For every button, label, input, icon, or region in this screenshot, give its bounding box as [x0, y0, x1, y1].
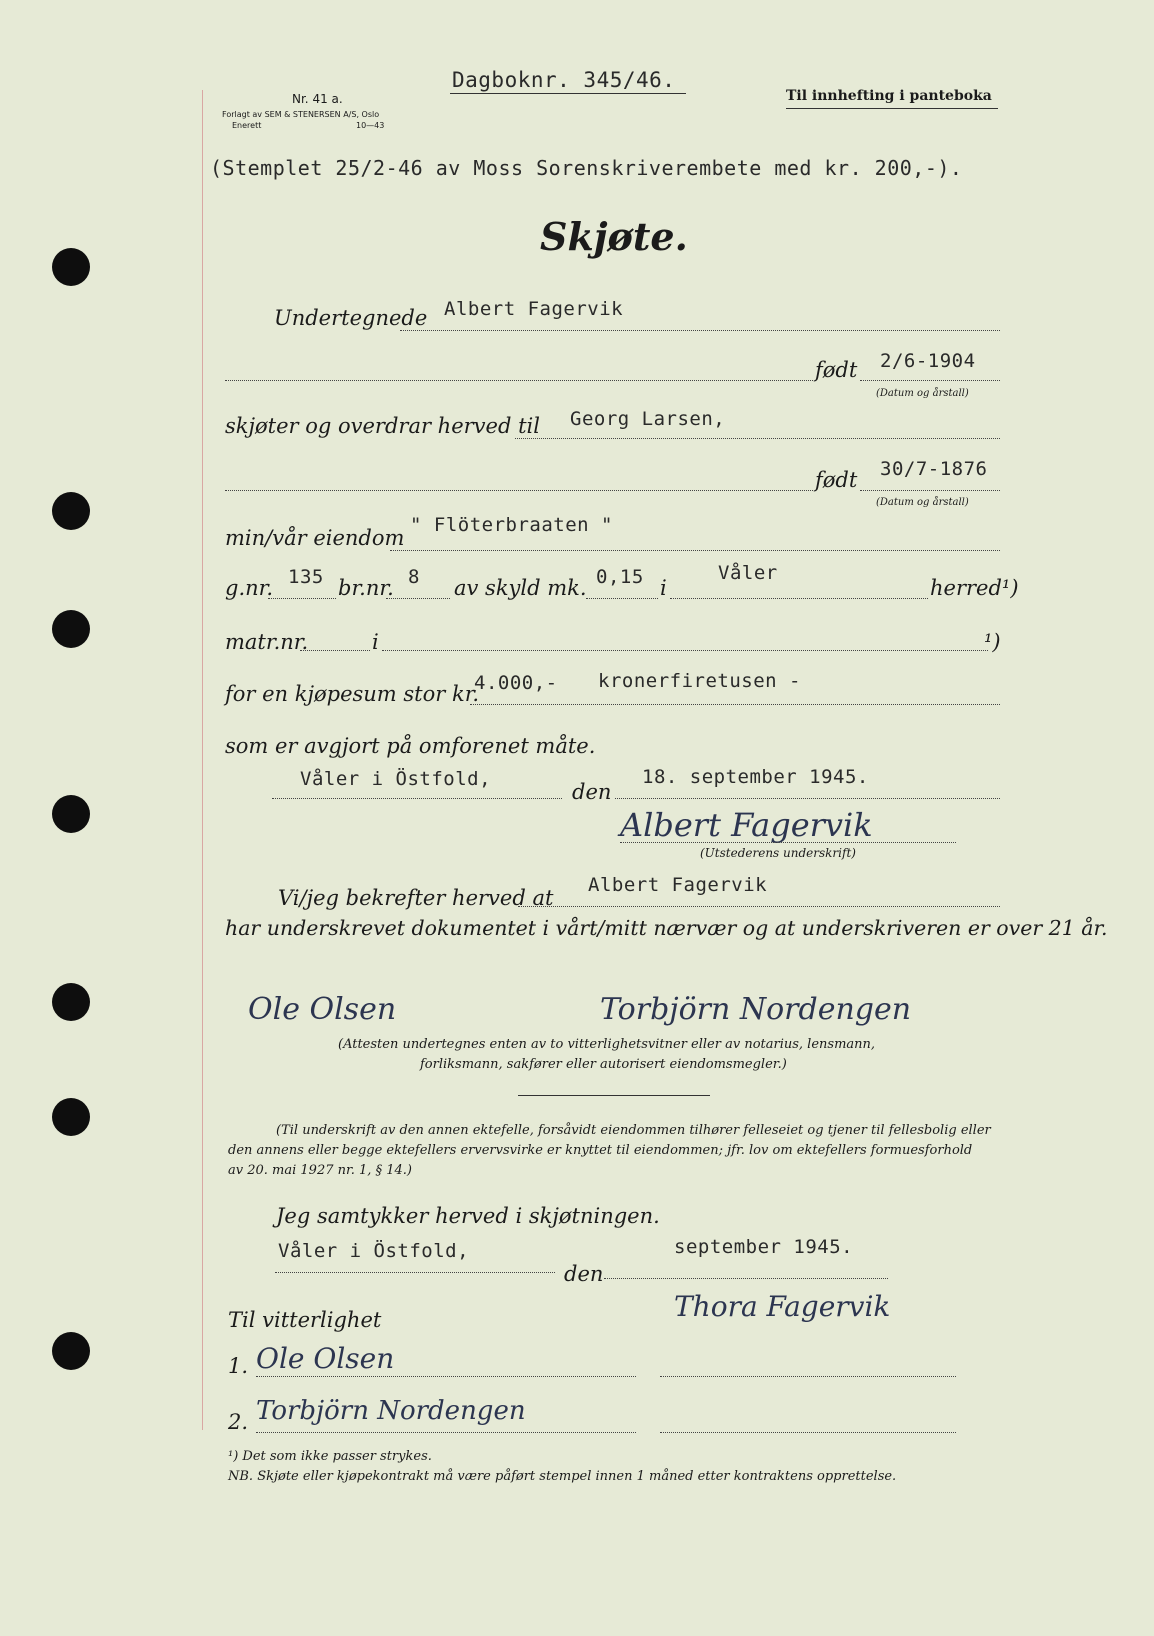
witness-signature-1: Ole Olsen: [248, 992, 397, 1027]
footnote-1: ¹) Det som ikke passer strykes.: [228, 1449, 432, 1464]
spouse-note-3: av 20. mai 1927 nr. 1, § 14.): [228, 1163, 412, 1178]
attest-note-1: (Attesten undertegnes enten av to vitterlighetsvitner eller av notarius, lensmann,: [338, 1037, 876, 1052]
seller-birthdate: 2/6-1904: [880, 350, 976, 372]
witness-signature-2: Torbjörn Nordengen: [600, 992, 912, 1027]
eiendom-label: min/vår eiendom: [225, 526, 405, 550]
punch-hole: [52, 1098, 90, 1136]
vitterlighet-label: Til vitterlighet: [228, 1308, 382, 1332]
matr-i: i: [372, 630, 379, 654]
buyer-name: Georg Larsen,: [570, 408, 726, 430]
omforenet-text: som er avgjort på omforenet måte.: [225, 734, 596, 758]
datum-label: (Datum og årstall): [876, 388, 969, 399]
herred-value: Våler: [718, 562, 778, 584]
seller-signature: Albert Fagervik: [620, 806, 873, 844]
matr-end: ¹): [984, 630, 1001, 654]
dagbok-number: Dagboknr. 345/46.: [452, 68, 676, 92]
buyer-birthdate: 30/7-1876: [880, 458, 988, 480]
publisher-enerett: Enerett: [232, 121, 262, 130]
date-1: 18. september 1945.: [642, 766, 869, 788]
purchase-amount: 4.000,-: [474, 672, 558, 694]
vitne-2-signature: Torbjörn Nordengen: [256, 1396, 526, 1426]
fodt-label: født: [815, 358, 858, 382]
binding-underline: [786, 108, 998, 109]
place-1: Våler i Östfold,: [300, 768, 492, 790]
date-2: september 1945.: [674, 1236, 854, 1258]
den-label: den: [572, 780, 612, 804]
brnr-label: br.nr.: [338, 576, 394, 600]
margin-rule: [202, 90, 203, 1430]
spouse-note-2: den annens eller begge ektefellers ervervsvirke er knyttet til eiendommen; jfr. lov om ektefellers formuesforhold: [228, 1143, 973, 1158]
document-title: Skjøte.: [540, 214, 688, 259]
dagbok-underline: [450, 93, 686, 94]
spouse-note-1: (Til underskrift av den annen ektefelle, forsåvidt eiendommen tilhører felleseiet og tjener til fellesbolig eller: [276, 1123, 991, 1138]
bekrefter-text: har underskrevet dokumentet i vårt/mitt nærvær og at underskriveren er over 21 år.: [225, 916, 1108, 940]
punch-hole: [52, 492, 90, 530]
herred-label: herred¹): [930, 576, 1019, 600]
binding-note: Til innhefting i panteboka: [786, 88, 992, 104]
gnr-value: 135: [288, 566, 324, 588]
punch-hole: [52, 795, 90, 833]
vitne-2-number: 2.: [228, 1410, 249, 1434]
bekrefter-label: Vi/jeg bekrefter herved at: [278, 886, 554, 910]
spouse-signature: Thora Fagervik: [674, 1290, 891, 1323]
punch-hole: [52, 248, 90, 286]
brnr-value: 8: [408, 566, 420, 588]
punch-hole: [52, 610, 90, 648]
undertegnede-label: Undertegnede: [274, 306, 428, 330]
stamp-line: (Stemplet 25/2-46 av Moss Sorenskriverembete med kr. 200,-).: [210, 156, 963, 180]
datum-label: (Datum og årstall): [876, 497, 969, 508]
seller-name: Albert Fagervik: [444, 298, 624, 320]
property-name: " Flöterbraaten ": [410, 514, 613, 536]
publisher-line: Forlagt av SEM & STENERSEN A/S, Oslo: [222, 110, 380, 119]
skyld-value: 0,15: [596, 566, 644, 588]
footnote-2: NB. Skjøte eller kjøpekontrakt må være påført stempel innen 1 måned etter kontraktens opprettelse.: [228, 1469, 897, 1484]
gnr-label: g.nr.: [225, 576, 274, 600]
vitne-1-signature: Ole Olsen: [256, 1342, 395, 1375]
utsteder-label: (Utstederens underskrift): [700, 846, 856, 860]
kjopesum-label: for en kjøpesum stor kr.: [225, 682, 480, 706]
samtykke-text: Jeg samtykker herved i skjøtningen.: [276, 1204, 660, 1228]
vitne-1-number: 1.: [228, 1354, 249, 1378]
i-label: i: [660, 576, 667, 600]
place-2: Våler i Östfold,: [278, 1240, 470, 1262]
publisher-date: 10—43: [356, 121, 385, 130]
attest-note-2: forliksmann, sakfører eller autorisert eiendomsmegler.): [420, 1057, 787, 1072]
den2-label: den: [564, 1262, 604, 1286]
matr-label: matr.nr.: [225, 630, 309, 654]
fodt-label: født: [815, 468, 858, 492]
punch-hole: [52, 983, 90, 1021]
skjoter-label: skjøter og overdrar herved til: [225, 414, 540, 438]
skyld-label: av skyld mk.: [454, 576, 587, 600]
purchase-amount-words: kronerfiretusen -: [598, 670, 801, 692]
punch-hole: [52, 1332, 90, 1370]
bekrefter-value: Albert Fagervik: [588, 874, 768, 896]
form-number: Nr. 41 a.: [292, 92, 343, 106]
